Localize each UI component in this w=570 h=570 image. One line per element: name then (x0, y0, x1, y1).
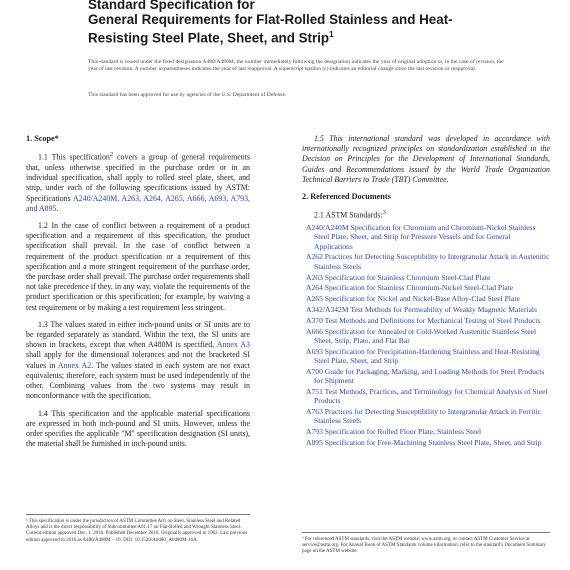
document-title (88, 0, 508, 45)
dod-approval-notice: This standard has been approved for use by agencies of the U.S. Department of Defense. (88, 92, 287, 98)
scope-p3-a: 1.3 The values stated in either inch-pound units or SI units are to be regarded separately as standard. Within the text, the SI units are shown in brackets, except that when A480M is specified, (26, 319, 250, 350)
left-column (26, 134, 250, 456)
reference-item-a370[interactable]: A370 Test Methods and Definitions for Mechanical Testing of Steel Products (306, 315, 541, 325)
annex-a3-link[interactable]: Annex A3 (216, 340, 250, 350)
astm-standards-label: 2.1 ASTM Standards: (314, 210, 383, 220)
reference-item-a263[interactable]: A263 Specification for Stainless Chromium Steel-Clad Plate (306, 272, 491, 282)
reference-item-a763[interactable]: A763 Practices for Detecting Susceptibility to Intergranular Attack in Ferritic Stainless Steels (306, 406, 541, 426)
footnote-1-jurisdiction: ¹ This specification is under the jurisdiction of ASTM Committee A01 on Steel, Stainless Steel and Related Alloys and is the direct responsibility of Subcommittee A01.17 on Flat-Rolled and Wrought Stainless Steel. (26, 519, 242, 531)
reference-item-a666[interactable]: A666 Specification for Annealed or Cold-Worked Austenitic Stainless Steel Sheet, Strip, Plate, and Flat Bar (306, 326, 537, 345)
scope-p1-body: covers a group of general requirements that, unless otherwise specified in the purchase order or in an individual specification, shall apply to rolled steel plate, sheet, and strip, under each of the following specifications issued by ASTM: Specifications (26, 152, 250, 203)
scope-paragraph-1-2: 1.2 In the case of conflict between a requirement of a product specification and a requirement of this specification, the product specification shall prevail. In the case of conflict between a requirement of the product specification or a requirement of this specification and a more stringent requirement of the purchase order, the purchase order shall prevail. The purchase order requirements shall not take precedence if they, in any way, violate the requirements of the product specification or this specification; for example, by waiving a test requirement or by making a test requirement less stringent. (26, 221, 250, 312)
right-column (302, 134, 550, 449)
scope-p3-c: . The values stated in each system are not exact equivalents; therefore, each system must be used independently of the other. Combining values from the two systems may result in nonconformance with the specification. (26, 360, 250, 401)
scope-paragraph-1-1 (26, 150, 250, 214)
title-line-3-text: Resisting Steel Plate, Sheet, and Strip (88, 30, 330, 46)
reference-item-a793[interactable]: A793 Specification for Rolled Floor Plate, Stainless Steel (306, 426, 482, 436)
scope-p3-b: shall apply for the dimensional tolerances and not the bracketed SI values in (26, 350, 250, 370)
references-heading: 2. Referenced Documents (302, 192, 391, 202)
reference-item-a240[interactable]: A240/A240M Specification for Chromium and Chromium-Nickel Stainless Steel Plate, Sheet, and Strip for Pressure Vessels and for General Applications (306, 223, 536, 251)
reference-item-a751[interactable]: A751 Test Methods, Practices, and Terminology for Chemical Analysis of Steel Products (306, 386, 548, 406)
reference-item-a264[interactable]: A264 Specification for Stainless Chromium-Nickel Steel-Clad Plate (306, 283, 514, 293)
astm-standards-sup: 3 (382, 209, 386, 217)
scope-p1-end: . (56, 203, 59, 213)
scope-paragraph-1-4: 1.4 This specification and the applicable material specifications are expressed in both inch-pound and SI units. However, unless the order specifies the applicable "M" specification designation (SI units), the material shall be furnished in inch-pound units. (26, 408, 250, 449)
footnote-3-astm-references: ³ For referenced ASTM standards, visit the ASTM website, www.astm.org, or contact ASTM Customer Service at service@astm.org. For Annual Book of ASTM Standards volume information, refer to the standard's Document Summary page on the ASTM website. (302, 537, 546, 555)
footnotes-left (26, 514, 250, 544)
reference-item-a265[interactable]: A265 Specification for Nickel and Nickel-Base Alloy-Clad Steel Plate (306, 294, 520, 304)
reference-item-a895[interactable]: A895 Specification for Free-Machining Stainless Steel Plate, Sheet, and Strip (306, 437, 542, 447)
reference-item-a342[interactable]: A342/A342M Test Methods for Permeability of Weakly Magnetic Materials (306, 304, 537, 314)
reference-item-a262[interactable]: A262 Practices for Detecting Susceptibility to Intergranular Attack in Austenitic Stainless Steels (306, 252, 550, 271)
scope-p1-lead: 1.1 This specification (38, 152, 110, 162)
title-line-2: General Requirements for Flat-Rolled Stainless and Heat- (88, 12, 453, 27)
scope-paragraph-1-5: 1.5 This international standard was developed in accordance with internationally recognized principles on standardization established in the Decision on Principles for the Development of International Standards, Guides and Recommendations issued by the World Trade Organization Technical Barriers to Trade (TBT) Committee. (302, 134, 550, 184)
scope-p1-sup: 2 (109, 151, 114, 159)
scope-heading: 1. Scope* (26, 134, 59, 143)
annex-a2-link[interactable]: Annex A2 (57, 360, 92, 370)
title-footnote-mark: 1 (329, 30, 334, 39)
reference-item-a693[interactable]: A693 Specification for Precipitation-Hardening Stainless and Heat-Resisting Steel Plate, Sheet, and Strip (306, 346, 540, 365)
scope-paragraph-1-3 (26, 320, 250, 402)
title-line-1: Standard Specification for (88, 0, 255, 12)
issuance-notice: This standard is issued under the fixed designation A480/A480M; the number immediately following the designation indicates the year of original adoption or, in the case of revision, the year of last revision. A number in parentheses indicates the year of last reapproval. A superscript epsilon (ε) indicates an editorial change since the last revision or reapproval. (88, 59, 504, 72)
reference-item-a700[interactable]: A700 Guide for Packaging, Marking, and Loading Methods for Steel Products for Shipment (306, 366, 545, 385)
footnote-1-edition: Current edition approved Dec. 1, 2016. Published December 2016. Originally approved in 1962. Last previous edition approved in 2016 as A480/A480M – 16. DOI: 10.1520/A0480_A0480M-16A. (26, 531, 248, 543)
reference-list (302, 223, 550, 447)
scope-p1-spec-links[interactable]: A240/A240M, A263, A264, A265, A666, A693, A793, and A895 (26, 193, 250, 213)
astm-standards-subheading (302, 208, 550, 221)
footnotes-right (302, 532, 550, 556)
title-line-3 (88, 27, 508, 45)
